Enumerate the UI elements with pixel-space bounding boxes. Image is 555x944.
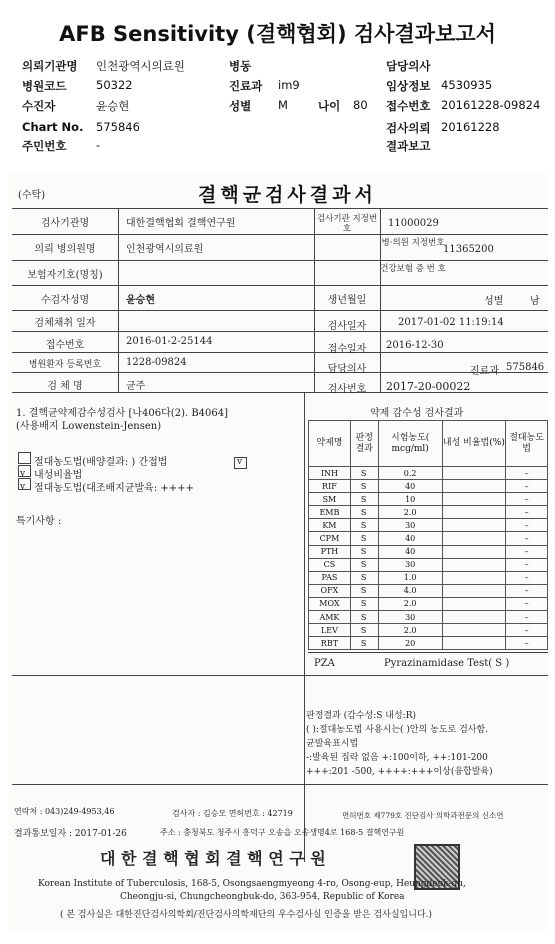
field-value: 20161228-09824 <box>441 98 541 112</box>
cell-abs: – <box>506 624 548 637</box>
cell-result: S <box>350 480 378 493</box>
cell-conc: 40 <box>378 545 442 558</box>
field-value: - <box>96 138 101 152</box>
column-header: 판정 결과 <box>350 421 378 467</box>
field-label: 주민번호 <box>22 139 67 153</box>
field-label: 임상정보 <box>386 79 431 93</box>
grid-line <box>380 208 381 392</box>
cell-abs: – <box>506 480 548 493</box>
cell-drug: INH <box>309 467 351 480</box>
cell-abs: – <box>506 545 548 558</box>
table-row <box>309 467 548 480</box>
field-value: 인천광역시의료원 <box>96 59 185 73</box>
cell-result: S <box>350 558 378 571</box>
cell-abs: – <box>506 597 548 610</box>
field-value: 80 <box>353 98 368 112</box>
cell-result: S <box>350 519 378 532</box>
cell-conc: 40 <box>378 480 442 493</box>
cell-drug: AMK <box>309 611 351 624</box>
info-label: 접수일자 <box>327 344 367 355</box>
grid-line <box>12 352 548 353</box>
cell-conc: 30 <box>378 519 442 532</box>
cell-result: S <box>350 637 378 650</box>
field-label: 담당의사 <box>386 59 431 73</box>
cell-drug: KM <box>309 519 351 532</box>
cell-abs: – <box>506 532 548 545</box>
cell-abs: – <box>506 611 548 624</box>
field-label: 의뢰기관명 <box>22 59 78 73</box>
check-mark: v <box>20 482 26 492</box>
info-label: 검사번호 <box>327 384 367 395</box>
cell-drug: CS <box>309 558 351 571</box>
table-row <box>309 493 548 506</box>
cell-result: S <box>350 571 378 584</box>
cell-result: S <box>350 584 378 597</box>
field-value: 윤승현 <box>96 99 130 113</box>
field-value: im9 <box>278 78 300 92</box>
contact: 연락처 : 043)249-4953,46 <box>14 807 115 816</box>
cell-conc: 30 <box>378 558 442 571</box>
cell-ratio <box>442 597 506 610</box>
field-value: 20161228 <box>441 120 500 134</box>
info-value: 11000029 <box>388 218 439 229</box>
info-label: 병원환자 등록번호 <box>28 360 102 370</box>
info-value: 1228-09824 <box>126 357 187 368</box>
cell-abs: – <box>506 506 548 519</box>
info-label: 접수번호 <box>45 340 85 351</box>
cell-ratio <box>442 545 506 558</box>
cell-drug: SM <box>309 493 351 506</box>
gender-label: 성별 <box>484 296 504 307</box>
grid-line <box>118 208 119 392</box>
info-label: 의뢰 병의원명 <box>34 244 96 255</box>
cell-conc: 0.2 <box>378 467 442 480</box>
check-mark: v <box>20 469 26 479</box>
table-title: 약제 감수성 검사결과 <box>370 408 464 419</box>
grid-line <box>12 260 548 261</box>
cell-drug: PTH <box>309 545 351 558</box>
table-row <box>309 506 548 519</box>
cell-abs: – <box>506 519 548 532</box>
cell-drug: OFX <box>309 584 351 597</box>
info-label: 수검자성명 <box>40 295 90 306</box>
info-value: 2017-20-00022 <box>386 380 471 393</box>
license: 면허번호 제779호 진단검사 의학과전문의 신소연 <box>342 811 504 820</box>
cell-ratio <box>442 624 506 637</box>
table-row <box>309 480 548 493</box>
column-header: 시험농도( mcg/ml) <box>378 421 442 467</box>
cell-drug: LEV <box>309 624 351 637</box>
grid-line <box>12 372 548 373</box>
report-date: 결과통보일자 : 2017-01-26 <box>14 829 127 839</box>
info-label: 생년월일 <box>327 295 367 306</box>
field-label: 병원코드 <box>22 79 67 93</box>
field-label: 나이 <box>318 99 341 113</box>
option-proportion: 내성비율법 <box>34 470 83 481</box>
cell-conc: 30 <box>378 611 442 624</box>
table-row <box>309 637 548 650</box>
cell-abs: – <box>506 584 548 597</box>
info-label: 검사기관 지정번호 <box>316 214 378 234</box>
cell-abs: – <box>506 467 548 480</box>
checkbox <box>18 452 31 464</box>
cell-conc: 2.0 <box>378 506 442 519</box>
table-row <box>309 519 548 532</box>
table-row <box>309 571 548 584</box>
cell-result: S <box>350 611 378 624</box>
grid-line <box>12 285 548 286</box>
address-en-line1: Korean Institute of Tuberculosis, 168-5, Osongsaengmyeong 4-ro, Osong-eup, Heungdeok-gu, <box>38 879 466 889</box>
cell-drug: MOX <box>309 597 351 610</box>
field-label: Chart No. <box>22 120 84 134</box>
info-label: 검사일자 <box>327 321 367 332</box>
column-header: 내성 비율법(%) <box>442 421 506 467</box>
option-absolute: 절대농도법(대조배지균발육: ++++ <box>34 483 194 494</box>
grid-line <box>12 675 548 676</box>
susceptibility-table <box>308 420 548 650</box>
table-row <box>309 584 548 597</box>
field-label: 진료과 <box>229 79 263 93</box>
corner-label: (수탁) <box>18 190 46 201</box>
field-label: 접수번호 <box>386 99 431 113</box>
info-value: 11365200 <box>443 244 494 255</box>
table-row <box>309 611 548 624</box>
table-row <box>309 597 548 610</box>
cell-ratio <box>442 571 506 584</box>
cell-abs: – <box>506 637 548 650</box>
note-line: +++:201 -500, ++++:+++이상(융합발육) <box>306 767 493 777</box>
institute-name: 대 한 결 핵 협 회 결 핵 연 구 원 <box>100 849 326 868</box>
cell-ratio <box>442 558 506 571</box>
cell-abs: – <box>506 493 548 506</box>
cell-conc: 10 <box>378 493 442 506</box>
table-row <box>309 532 548 545</box>
cell-ratio <box>442 467 506 480</box>
address-kr: 주소 : 충청북도 청주시 흥덕구 오송읍 오송생명4로 168-5 결핵연구원 <box>160 828 405 837</box>
option-direct: 절대농도법(배양결과: ) 간접법 <box>34 457 168 468</box>
field-value: 50322 <box>96 78 133 92</box>
cell-ratio <box>442 519 506 532</box>
info-value: 윤승현 <box>126 295 155 306</box>
cell-conc: 4.0 <box>378 584 442 597</box>
grid-line <box>12 331 548 332</box>
info-label: 검체채취 일자 <box>34 318 96 329</box>
address-en-line2: Cheongju-si, Chungcheongbuk-do, 363-954, Republic of Korea <box>120 892 405 902</box>
report-header <box>0 0 555 160</box>
dept-label: 진료과 <box>470 366 499 377</box>
pza-label: PZA <box>314 658 335 669</box>
info-label: 검사기관명 <box>40 218 90 229</box>
test-method-line: 1. 결핵균약제감수성검사 [나406다(2). B4064] <box>16 408 229 419</box>
field-label: 병동 <box>229 59 252 73</box>
field-label: 수진자 <box>22 99 56 113</box>
note-line: ( ):절대농도법 사용시는( )안의 농도로 검사함. <box>306 725 489 735</box>
report-title: AFB Sensitivity (결핵협회) 검사결과보고서 <box>59 22 496 46</box>
info-label: 담당의사 <box>327 364 367 375</box>
remarks-label: 특기사항 : <box>16 516 62 527</box>
cell-drug: EMB <box>309 506 351 519</box>
cell-conc: 2.0 <box>378 624 442 637</box>
column-header: 약제명 <box>309 421 351 467</box>
cell-result: S <box>350 532 378 545</box>
cell-conc: 40 <box>378 532 442 545</box>
info-label: 건강보험 증 번 호 <box>380 264 446 274</box>
cell-result: S <box>350 467 378 480</box>
cell-result: S <box>350 597 378 610</box>
field-label: 검사의뢰 <box>386 121 431 135</box>
info-label: 병·의원 지정번호 <box>381 238 445 248</box>
cell-drug: RBT <box>309 637 351 650</box>
cell-ratio <box>442 480 506 493</box>
panel-divider <box>304 392 305 862</box>
cell-ratio <box>442 611 506 624</box>
pza-value: Pyrazinamidase Test( S ) <box>384 658 510 669</box>
grid-line <box>308 652 548 653</box>
cell-ratio <box>442 584 506 597</box>
medium-line: (사용배지 Lowenstein-Jensen) <box>16 421 162 432</box>
info-value: 2016-01-2-25144 <box>126 336 213 347</box>
cell-result: S <box>350 506 378 519</box>
cell-result: S <box>350 545 378 558</box>
cell-ratio <box>442 493 506 506</box>
field-label: 성별 <box>229 99 252 113</box>
field-value: 575846 <box>96 120 140 134</box>
cell-abs: – <box>506 558 548 571</box>
cell-drug: CPM <box>309 532 351 545</box>
field-value: 4530935 <box>441 78 493 92</box>
info-value: 균주 <box>126 381 146 392</box>
field-label: 결과보고 <box>386 139 431 153</box>
cell-ratio <box>442 506 506 519</box>
field-value: M <box>278 98 288 112</box>
cell-conc: 1.0 <box>378 571 442 584</box>
cell-result: S <box>350 624 378 637</box>
cell-ratio <box>442 637 506 650</box>
note-line: 균발육표시법 <box>306 739 359 749</box>
gender-value: 남 <box>530 296 540 307</box>
info-value: 인천광역시의료원 <box>126 244 204 255</box>
scanned-result-document <box>8 172 548 932</box>
grid-line <box>12 310 548 311</box>
note-line: 판정결과 (감수성:S 내성:R) <box>306 711 416 721</box>
cell-result: S <box>350 493 378 506</box>
cell-ratio <box>442 532 506 545</box>
examiner: 검사자 : 김승모 면허번호 : 42719 <box>172 809 293 818</box>
info-value: 대한결핵협회 결핵연구원 <box>126 218 236 229</box>
info-label: 검 체 명 <box>47 381 83 392</box>
cell-abs: – <box>506 571 548 584</box>
note-line: -:발육된 집락 없음 +:100이하, ++:101-200 <box>306 753 488 763</box>
table-row <box>309 624 548 637</box>
document-title: 결핵균검사결과서 <box>198 184 377 206</box>
cell-conc: 20 <box>378 637 442 650</box>
cell-drug: RIF <box>309 480 351 493</box>
grid-line <box>12 784 548 785</box>
cell-drug: PAS <box>309 571 351 584</box>
grid-line <box>12 234 548 235</box>
info-value: 2016-12-30 <box>386 340 444 351</box>
cell-conc: 2.0 <box>378 597 442 610</box>
dept-value: 575846 <box>506 362 545 373</box>
grid-line <box>12 208 548 209</box>
certification-note: ( 본 검사실은 대한진단검사의학회/진단검사의학재단의 우수검사실 인증을 받은 검사실입니다.) <box>60 910 433 920</box>
info-value: 2017-01-02 11:19:14 <box>398 317 504 328</box>
table-row <box>309 545 548 558</box>
table-row <box>309 558 548 571</box>
info-label: 보험자기호(명칭) <box>27 270 103 281</box>
column-header: 절대농도법 <box>506 421 548 467</box>
check-mark: v <box>237 457 243 467</box>
